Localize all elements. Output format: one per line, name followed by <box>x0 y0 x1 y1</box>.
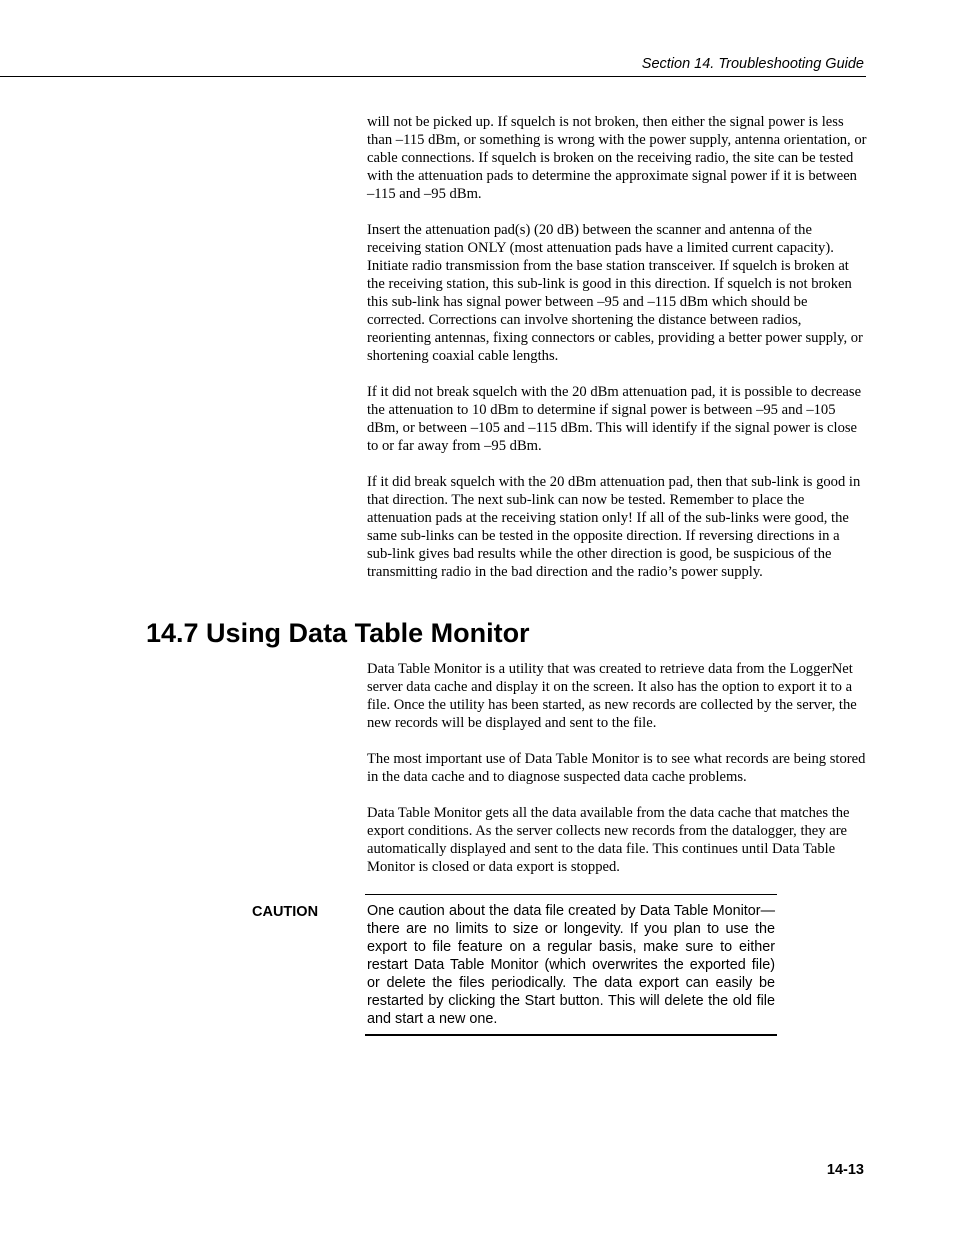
paragraph-monitor-use: The most important use of Data Table Monitor is to see what records are being stored in the data cache and to diagnose suspected data cache problems. <box>367 751 866 785</box>
caution-text: One caution about the data file created by Data Table Monitor—there are no limits to size or longevity. If you plan to use the export to file feature on a regular basis, make sure to either restart Data Table Monitor (which overwrites the exported file) or delete the files periodically. The data export can easily be restarted by clicking the Start button. This will delete the old file and start a new one. <box>367 903 775 1027</box>
section-heading: 14.7 Using Data Table Monitor <box>146 618 530 648</box>
paragraph-squelch-test: will not be picked up. If squelch is not broken, then either the signal power is less than –115 dBm, or something is wrong with the power supply, antenna orientation, or cable connections. If squelch is broken on the receiving radio, the site can be tested with the attenuation pads to determine the approximate signal power if it is between –115 and –95 dBm. <box>367 114 867 202</box>
paragraph-monitor-export: Data Table Monitor gets all the data available from the data cache that matches the export conditions. As the server collects new records from the datalogger, they are automatically displayed and sent to the data file. This continues until Data Table Monitor is closed or data export is stopped. <box>367 805 850 875</box>
paragraph-monitor-intro: Data Table Monitor is a utility that was created to retrieve data from the LoggerNet server data cache and display it on the screen. It also has the option to export it to a file. Once the utility has been started, as new records are collected by the server, the new records will be displayed and sent to the file. <box>367 661 857 731</box>
header-rule <box>0 76 866 77</box>
paragraph-attenuation-pad: Insert the attenuation pad(s) (20 dB) between the scanner and antenna of the receiving station ONLY (most attenuation pads have a limited current capacity). Initiate radio transmission from the base station transceiver. If squelch is broken at the receiving station, this sub-link is good in this direction. If squelch is not broken this sub-link has signal power between –95 and –115 dBm which should be corrected. Corrections can involve shortening the distance between radios, reorienting antennas, fixing connectors or cables, providing a better power supply, or shortening coaxial cable lengths. <box>367 222 863 364</box>
caution-label: CAUTION <box>252 904 319 920</box>
intro-text-block <box>367 113 867 599</box>
paragraph-decrease-attenuation: If it did not break squelch with the 20 dBm attenuation pad, it is possible to decrease the attenuation to 10 dBm to determine if signal power is between –95 and –105 dBm, or between –105 and –115 dBm. This will identify if the signal power is close to or far away from –95 dBm. <box>367 384 862 454</box>
section-text-block <box>367 660 867 894</box>
page-number: 14-13 <box>826 1162 864 1178</box>
paragraph-sub-link-good: If it did break squelch with the 20 dBm attenuation pad, then that sub-link is good in that direction. The next sub-link can now be tested. Remember to place the attenuation pads at the receiving station only! If all of the sub-links were good, the same sub-links can be tested in the opposite direction. If reversing directions in a sub-link gives bad results while the other direction is good, be suspicious of the transmitting radio in the bad direction and the radio’s power supply. <box>367 474 861 580</box>
running-header: Section 14. Troubleshooting Guide <box>641 56 864 72</box>
